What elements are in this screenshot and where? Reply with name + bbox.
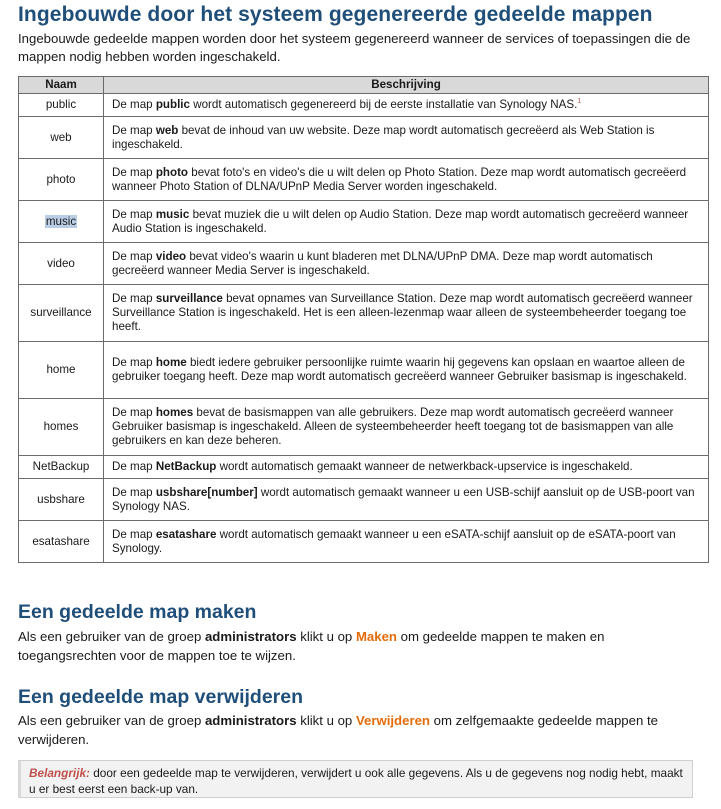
folder-name: homes xyxy=(43,420,79,433)
folder-keyword: surveillance xyxy=(155,292,223,305)
folder-name-cell xyxy=(19,342,104,399)
folder-keyword: video xyxy=(155,249,187,263)
folder-description-cell: De map public wordt automatisch gegenereerd bij de eerste installatie van Synology NAS.$^1$ xyxy=(104,94,709,117)
folder-name-cell xyxy=(19,456,104,479)
folder-name-cell xyxy=(19,479,104,521)
folder-name: NetBackup xyxy=(32,460,90,473)
table-row xyxy=(19,456,709,479)
folder-name: video xyxy=(47,256,75,270)
important-note xyxy=(18,760,693,798)
folder-keyword: public xyxy=(155,98,190,111)
shared-folders-table xyxy=(18,76,709,563)
footnote-marker: 1 xyxy=(577,98,582,106)
create-action-label: Maken xyxy=(355,629,397,644)
folder-keyword: NetBackup xyxy=(155,460,217,473)
folder-description-cell: De map homes bevat de basismappen van alle gebruikers. Deze map wordt automatisch gecreëerd wanneer Gebruiker basismap is ingeschakeld. Alleen de systeembeheerder heeft toegang tot de basismappen van alle gebruikers en kan deze beheren. xyxy=(104,399,709,456)
table-body xyxy=(19,94,709,563)
folder-name: public xyxy=(45,98,77,111)
note-label: Belangrijk: xyxy=(29,766,90,780)
column-header-name: Naam xyxy=(19,77,104,94)
folder-name-cell xyxy=(19,399,104,456)
folder-keyword: homes xyxy=(155,406,194,419)
folder-description-cell: De map NetBackup wordt automatisch gemaakt wanneer de netwerkback-upservice is ingeschakeld. xyxy=(104,456,709,479)
folder-description-cell: De map web bevat de inhoud van uw website. Deze map wordt automatisch gecreëerd als Web Station is ingeschakeld. xyxy=(104,117,709,159)
table-row xyxy=(19,201,709,243)
folder-description-cell: De map surveillance bevat opnames van Surveillance Station. Deze map wordt automatisch gecreëerd wanneer Surveillance Station is ingeschakeld. Het is een alleen-lezenmap waar alleen de systeembeheerder toegang toe heeft. xyxy=(104,285,709,342)
folder-name-cell xyxy=(19,285,104,342)
folder-keyword: photo xyxy=(155,165,189,179)
folder-name-cell xyxy=(19,159,104,201)
folder-name: music xyxy=(45,214,77,228)
section-delete-title: Een gedeelde map verwijderen xyxy=(18,686,304,708)
column-header-description: Beschrijving xyxy=(104,77,709,94)
table-row xyxy=(19,342,709,399)
group-name: administrators xyxy=(204,629,297,644)
folder-description-cell: De map home biedt iedere gebruiker persoonlijke ruimte waarin hij gegevens kan opslaan en waartoe alleen de gebruiker toegang heeft. Deze map wordt automatisch gecreëerd wanneer Gebruiker basismap is ingeschakeld. xyxy=(104,342,709,399)
table-row xyxy=(19,159,709,201)
delete-action-label: Verwijderen xyxy=(355,713,430,728)
folder-name: usbshare xyxy=(37,492,85,506)
folder-name: photo xyxy=(46,172,76,186)
section-create-paragraph: Als een gebruiker van de groep administrators klikt u op Maken om gedeelde mappen te maken en toegangsrechten voor de mappen toe te wijzen. xyxy=(18,629,605,663)
folder-name: surveillance xyxy=(30,306,92,319)
table-row xyxy=(19,399,709,456)
folder-name: home xyxy=(46,363,76,376)
note-text: door een gedeelde map te verwijderen, verwijdert u ook alle gegevens. Als u de gegevens nog nodig hebt, maakt u er best eerst een back-up van. xyxy=(29,766,683,796)
group-name: administrators xyxy=(204,713,297,728)
folder-description-cell: De map music bevat muziek die u wilt delen op Audio Station. Deze map wordt automatisch gecreëerd wanneer Audio Station is ingeschakeld. xyxy=(104,201,709,243)
folder-name-cell xyxy=(19,117,104,159)
table-row xyxy=(19,285,709,342)
folder-keyword: web xyxy=(155,123,179,137)
folder-name-cell xyxy=(19,94,104,117)
table-row xyxy=(19,521,709,563)
table-row xyxy=(19,94,709,117)
table-row xyxy=(19,479,709,521)
intro-paragraph: Ingebouwde gedeelde mappen worden door het systeem gegenereerd wanneer de services of toepassingen die de mappen nodig hebben worden ingeschakeld. xyxy=(18,31,691,64)
folder-description-cell: De map usbshare[number] wordt automatisch gemaakt wanneer u een USB-schijf aansluit op de USB-poort van Synology NAS. xyxy=(104,479,709,521)
table-header-row xyxy=(19,77,709,94)
section-create-title: Een gedeelde map maken xyxy=(18,601,257,623)
folder-name: esatashare xyxy=(32,534,90,548)
folder-name-cell xyxy=(19,201,104,243)
section-delete-paragraph: Als een gebruiker van de groep administrators klikt u op Verwijderen om zelfgemaakte gedeelde mappen te verwijderen. xyxy=(18,713,658,747)
folder-keyword: esatashare xyxy=(155,527,217,541)
table-row xyxy=(19,117,709,159)
folder-keyword: usbshare[number] xyxy=(155,485,258,499)
main-heading: Ingebouwde door het systeem gegenereerde gedeelde mappen xyxy=(18,3,653,26)
folder-description-cell: De map photo bevat foto's en video's die u wilt delen op Photo Station. Deze map wordt automatisch gecreëerd wanneer Photo Station of DLNA/UPnP Media Server worden ingeschakeld. xyxy=(104,159,709,201)
table-row xyxy=(19,243,709,285)
folder-name-cell xyxy=(19,521,104,563)
folder-keyword: music xyxy=(155,207,190,221)
folder-keyword: home xyxy=(155,356,187,369)
folder-description-cell: De map video bevat video's waarin u kunt bladeren met DLNA/UPnP DMA. Deze map wordt automatisch gecreëerd wanneer Media Server is ingeschakeld. xyxy=(104,243,709,285)
folder-description-cell: De map esatashare wordt automatisch gemaakt wanneer u een eSATA-schijf aansluit op de eSATA-poort van Synology. xyxy=(104,521,709,563)
folder-name: web xyxy=(50,130,72,144)
folder-name-cell xyxy=(19,243,104,285)
